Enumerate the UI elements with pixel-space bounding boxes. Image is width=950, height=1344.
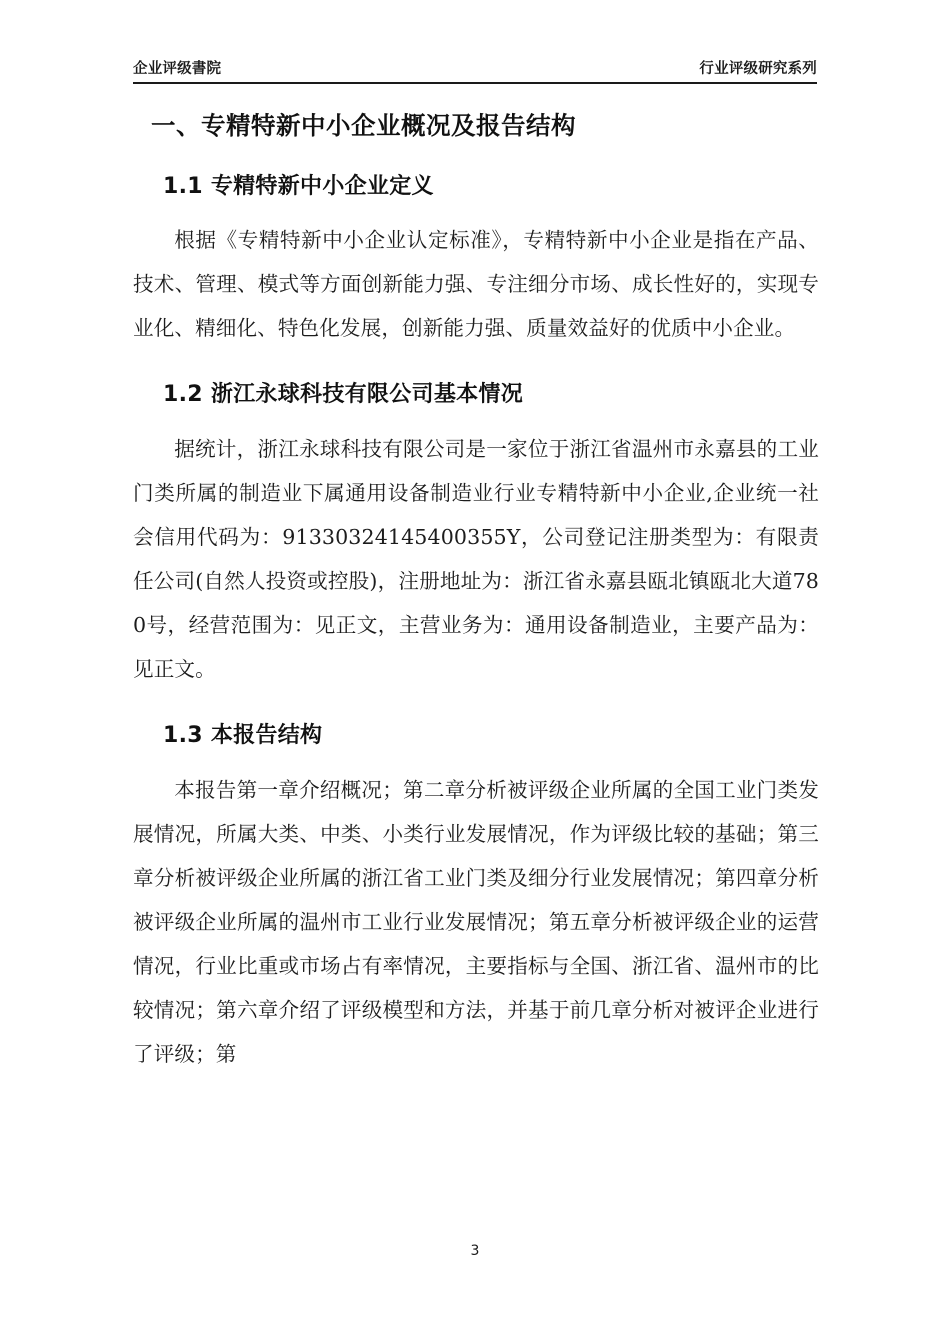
section-paragraph-1-1: 根据《专精特新中小企业认定标准》，专精特新中小企业是指在产品、技术、管理、模式等方面创新能力强、专注细分市场、成长性好的，实现专业化、精细化、特色化发展，创新能力强、质量效益好的优质中小企业。 [133,228,819,341]
section-heading-1-2: 1.2 浙江永球科技有限公司基本情况 [163,382,524,408]
document-body [133,108,819,1076]
running-header [133,62,817,84]
section-heading-1-1: 1.1 专精特新中小企业定义 [163,173,434,199]
page-number: 3 [470,1243,480,1259]
section-paragraph-1-3: 本报告第一章介绍概况；第二章分析被评级企业所属的全国工业门类发展情况，所属大类、中类、小类行业发展情况，作为评级比较的基础；第三章分析被评级企业所属的浙江省工业门类及细分行业发展情况；第四章分析被评级企业所属的温州市工业行业发展情况；第五章分析被评级企业的运营情况，行业比重或市场占有率情况，主要指标与全国、浙江省、温州市的比较情况；第六章介绍了评级模型和方法，并基于前几章分析对被评企业进行了评级；第 [133,777,819,1066]
spacer [133,691,819,721]
section-paragraph-1-2: 据统计，浙江永球科技有限公司是一家位于浙江省温州市永嘉县的工业门类所属的制造业下属通用设备制造业行业专精特新中小企业,企业统一社会信用代码为：91330324145400355Y，公司登记注册类型为：有限责任公司(自然人投资或控股)，注册地址为：浙江省永嘉县瓯北镇瓯北大道780号，经营范围为：见正文，主营业务为：通用设备制造业，主要产品为：见正文。 [133,437,819,682]
spacer [133,752,819,768]
spacer [133,202,819,218]
header-left-label: 企业评级書院 [133,61,222,77]
header-right-label: 行业评级研究系列 [699,61,817,77]
section-heading-1-3: 1.3 本报告结构 [163,723,323,749]
chapter-title: 一、专精特新中小企业概况及报告结构 [151,111,576,140]
spacer [133,144,819,172]
spacer [133,411,819,427]
spacer [133,350,819,380]
